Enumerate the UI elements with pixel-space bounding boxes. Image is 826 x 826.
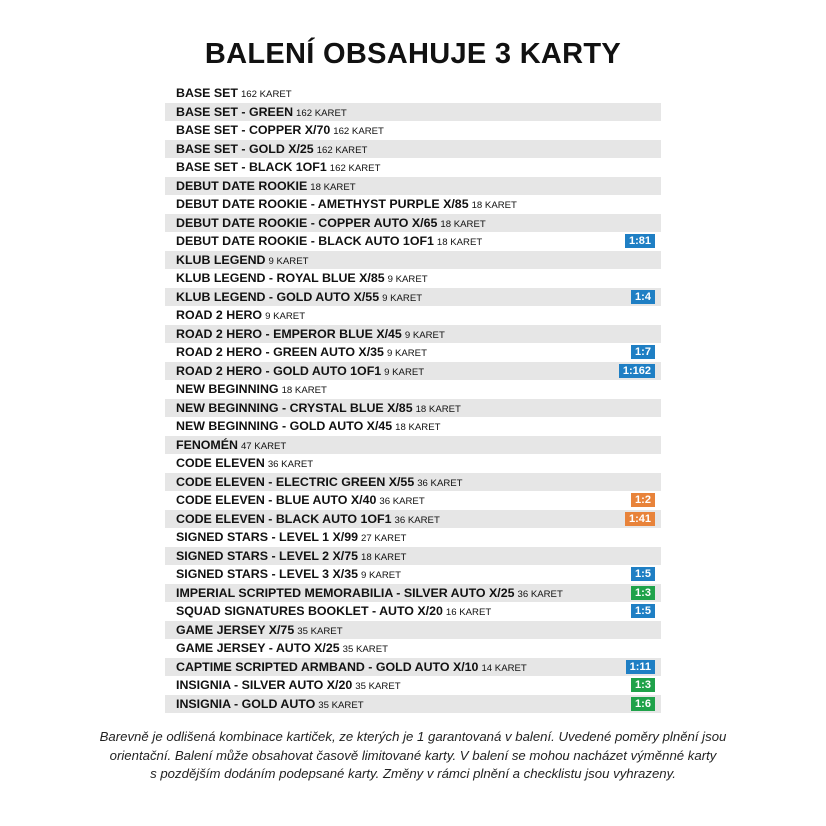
card-count: 14 KARET bbox=[481, 662, 527, 674]
card-set-name: BASE SET - GOLD X/25 bbox=[176, 141, 314, 156]
ratio-badge: 1:2 bbox=[631, 493, 655, 507]
list-item bbox=[165, 473, 661, 492]
note-line: Barevně je odlišená kombinace kartiček, ze kterých je 1 garantovaná v balení. Uvedené poměry plnění jsou bbox=[99, 729, 727, 744]
list-item bbox=[165, 84, 661, 103]
card-count: 18 KARET bbox=[471, 200, 517, 211]
list-item bbox=[165, 565, 661, 584]
card-count: 9 KARET bbox=[387, 274, 428, 285]
card-set-name: SIGNED STARS - LEVEL 3 X/35 bbox=[176, 567, 359, 581]
card-count: 18 KARET bbox=[395, 422, 441, 433]
list-item bbox=[165, 399, 661, 418]
card-set-name: ROAD 2 HERO - GOLD AUTO 1OF1 bbox=[176, 363, 382, 378]
card-count: 36 KARET bbox=[517, 588, 563, 600]
card-count: 18 KARET bbox=[436, 237, 483, 248]
card-set-name: FENOMÉN bbox=[176, 437, 238, 452]
card-set-name: INSIGNIA - SILVER AUTO X/20 bbox=[176, 678, 353, 692]
list-item bbox=[165, 436, 661, 455]
row-label bbox=[176, 547, 406, 568]
row-label bbox=[176, 325, 445, 346]
card-set-name: DEBUT DATE ROOKIE - AMETHYST PURPLE X/85 bbox=[176, 197, 469, 211]
card-set-name: DEBUT DATE ROOKIE - COPPER AUTO X/65 bbox=[176, 215, 438, 230]
card-count: 9 KARET bbox=[384, 366, 425, 378]
ratio-badge: 1:162 bbox=[619, 364, 655, 378]
row-label bbox=[176, 269, 428, 290]
row-label bbox=[176, 103, 347, 124]
ratio-badge: 1:11 bbox=[626, 660, 655, 674]
card-count: 18 KARET bbox=[310, 181, 356, 193]
card-set-name: CODE ELEVEN - BLUE AUTO X/40 bbox=[176, 493, 377, 507]
ratio-badge: 1:3 bbox=[631, 586, 655, 600]
row-label bbox=[176, 84, 292, 105]
list-item bbox=[165, 343, 661, 362]
list-item bbox=[165, 195, 661, 214]
card-count: 35 KARET bbox=[355, 681, 401, 692]
note-line: s pozdějším dodáním podepsané karty. Změny v rámci plnění a checklistu jsou vyhrazeny. bbox=[150, 766, 676, 781]
card-count: 162 KARET bbox=[296, 107, 347, 119]
card-set-name: BASE SET - BLACK 1OF1 bbox=[176, 160, 327, 174]
ratio-badge: 1:5 bbox=[631, 604, 655, 618]
card-set-name: BASE SET - COPPER X/70 bbox=[176, 123, 331, 137]
row-label bbox=[176, 510, 440, 531]
card-count: 9 KARET bbox=[404, 329, 445, 341]
card-set-name: CODE ELEVEN bbox=[176, 456, 265, 470]
row-label bbox=[176, 195, 517, 216]
list-item bbox=[165, 269, 661, 288]
card-set-name: INSIGNIA - GOLD AUTO bbox=[176, 696, 316, 711]
card-set-name: BASE SET bbox=[176, 86, 238, 100]
card-set-name: SIGNED STARS - LEVEL 2 X/75 bbox=[176, 548, 359, 563]
card-count: 9 KARET bbox=[382, 292, 423, 304]
list-item bbox=[165, 140, 661, 159]
card-count: 9 KARET bbox=[386, 348, 427, 359]
card-count: 162 KARET bbox=[333, 126, 384, 137]
page-title: BALENÍ OBSAHUJE 3 KARTY bbox=[204, 38, 622, 70]
row-label bbox=[176, 473, 463, 494]
row-label bbox=[176, 695, 364, 716]
row-label bbox=[176, 380, 327, 401]
card-count: 18 KARET bbox=[415, 403, 461, 415]
row-label bbox=[176, 232, 482, 253]
card-set-name: DEBUT DATE ROOKIE - BLACK AUTO 1OF1 bbox=[176, 234, 434, 248]
card-list bbox=[165, 84, 661, 713]
row-label bbox=[176, 140, 367, 161]
card-count: 9 KARET bbox=[361, 570, 402, 581]
row-label bbox=[176, 417, 441, 438]
card-set-name: ROAD 2 HERO - GREEN AUTO X/35 bbox=[176, 345, 384, 359]
ratio-badge: 1:41 bbox=[625, 512, 655, 526]
row-label bbox=[176, 491, 425, 512]
row-label bbox=[176, 214, 486, 235]
row-label bbox=[176, 177, 356, 198]
card-count: 36 KARET bbox=[267, 459, 314, 470]
list-item bbox=[165, 454, 661, 473]
list-item bbox=[165, 251, 661, 270]
card-count: 27 KARET bbox=[361, 533, 407, 544]
list-item bbox=[165, 547, 661, 566]
card-set-name: SQUAD SIGNATURES BOOKLET - AUTO X/20 bbox=[176, 604, 443, 618]
ratio-badge: 1:81 bbox=[625, 234, 655, 248]
list-item bbox=[165, 528, 661, 547]
ratio-badge: 1:3 bbox=[631, 678, 655, 692]
list-item bbox=[165, 177, 661, 196]
list-item bbox=[165, 288, 661, 307]
card-set-name: GAME JERSEY X/75 bbox=[176, 622, 295, 637]
card-count: 9 KARET bbox=[268, 255, 309, 267]
card-set-name: NEW BEGINNING - GOLD AUTO X/45 bbox=[176, 419, 393, 433]
list-item bbox=[165, 676, 661, 695]
row-label bbox=[176, 676, 401, 697]
row-label bbox=[176, 454, 313, 475]
card-count: 36 KARET bbox=[394, 514, 440, 526]
row-label bbox=[176, 621, 343, 642]
row-label bbox=[176, 362, 424, 383]
card-set-name: BASE SET - GREEN bbox=[176, 104, 294, 119]
list-item bbox=[165, 362, 661, 381]
row-label bbox=[176, 658, 527, 679]
card-count: 18 KARET bbox=[361, 551, 407, 563]
card-set-name: CAPTIME SCRIPTED ARMBAND - GOLD AUTO X/10 bbox=[176, 659, 479, 674]
card-count: 9 KARET bbox=[265, 311, 306, 322]
list-item bbox=[165, 602, 661, 621]
row-label bbox=[176, 639, 388, 660]
card-set-name: GAME JERSEY - AUTO X/25 bbox=[176, 641, 340, 655]
list-item bbox=[165, 658, 661, 677]
card-set-name: NEW BEGINNING bbox=[176, 382, 279, 396]
row-label bbox=[176, 528, 406, 549]
ratio-badge: 1:4 bbox=[631, 290, 655, 304]
card-count: 18 KARET bbox=[440, 218, 486, 230]
card-set-name: SIGNED STARS - LEVEL 1 X/99 bbox=[176, 530, 359, 544]
list-item bbox=[165, 510, 661, 529]
list-item bbox=[165, 158, 661, 177]
card-set-name: CODE ELEVEN - ELECTRIC GREEN X/55 bbox=[176, 474, 415, 489]
card-set-name: ROAD 2 HERO - EMPEROR BLUE X/45 bbox=[176, 326, 402, 341]
row-label bbox=[176, 158, 380, 179]
list-item bbox=[165, 584, 661, 603]
list-item bbox=[165, 232, 661, 251]
list-item bbox=[165, 621, 661, 640]
list-item bbox=[165, 417, 661, 436]
note-line: orientační. Balení může obsahovat časově limitované karty. V balení se mohou nacházet výměnné karty bbox=[109, 747, 717, 763]
list-item bbox=[165, 121, 661, 140]
list-item bbox=[165, 639, 661, 658]
card-set-name: KLUB LEGEND bbox=[176, 252, 266, 267]
card-count: 47 KARET bbox=[240, 440, 287, 452]
row-label bbox=[176, 602, 491, 623]
list-item bbox=[165, 325, 661, 344]
row-label bbox=[176, 343, 427, 364]
card-set-name: DEBUT DATE ROOKIE bbox=[176, 178, 308, 193]
ratio-badge: 1:5 bbox=[631, 567, 655, 581]
list-item bbox=[165, 491, 661, 510]
card-count: 16 KARET bbox=[445, 607, 492, 618]
list-item bbox=[165, 380, 661, 399]
card-set-name: KLUB LEGEND - ROYAL BLUE X/85 bbox=[176, 271, 385, 285]
card-count: 35 KARET bbox=[318, 699, 364, 711]
card-count: 35 KARET bbox=[342, 644, 388, 655]
row-label bbox=[176, 251, 309, 272]
ratio-badge: 1:6 bbox=[631, 697, 655, 711]
list-item bbox=[165, 695, 661, 714]
row-label bbox=[176, 288, 422, 309]
row-label bbox=[176, 306, 305, 327]
card-set-name: CODE ELEVEN - BLACK AUTO 1OF1 bbox=[176, 511, 392, 526]
row-label bbox=[176, 399, 461, 420]
row-label bbox=[176, 584, 563, 605]
row-label bbox=[176, 565, 401, 586]
list-item bbox=[165, 306, 661, 325]
card-set-name: ROAD 2 HERO bbox=[176, 308, 263, 322]
list-item bbox=[165, 214, 661, 233]
card-set-name: NEW BEGINNING - CRYSTAL BLUE X/85 bbox=[176, 400, 413, 415]
card-count: 35 KARET bbox=[297, 625, 343, 637]
row-label bbox=[176, 121, 384, 142]
card-count: 162 KARET bbox=[240, 89, 292, 100]
ratio-badge: 1:7 bbox=[631, 345, 655, 359]
card-set-name: IMPERIAL SCRIPTED MEMORABILIA - SILVER AUTO X/25 bbox=[176, 585, 515, 600]
disclaimer-note bbox=[40, 728, 786, 784]
card-count: 162 KARET bbox=[316, 144, 368, 156]
card-set-name: KLUB LEGEND - GOLD AUTO X/55 bbox=[176, 289, 380, 304]
card-count: 162 KARET bbox=[329, 163, 381, 174]
card-count: 36 KARET bbox=[379, 496, 425, 507]
row-label bbox=[176, 436, 286, 457]
list-item bbox=[165, 103, 661, 122]
card-count: 36 KARET bbox=[417, 477, 463, 489]
card-count: 18 KARET bbox=[281, 385, 327, 396]
